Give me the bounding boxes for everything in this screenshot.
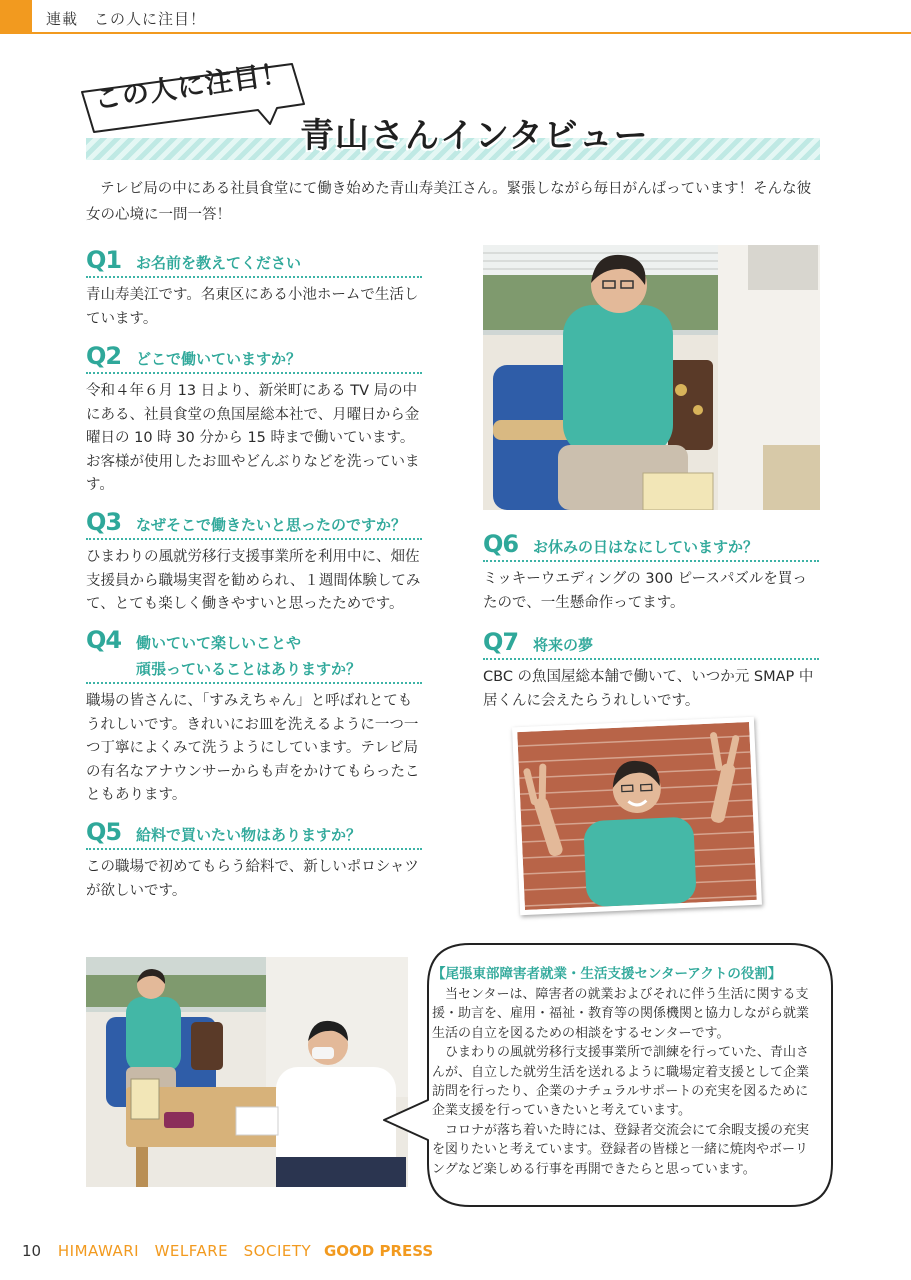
- photo-peace-sign: [512, 717, 762, 915]
- footer-press: GOOD PRESS: [323, 1242, 434, 1260]
- answer-text: ひまわりの風就労移行支援事業所を利用中に、畑佐支援員から職場実習を勧められ、１週間体験してみて、とても楽しく働きやすいと思ったためです。: [86, 549, 421, 612]
- question-title: なぜそこで働きたいと思ったのですか？: [136, 516, 407, 534]
- page-header: [0, 0, 911, 34]
- title-speech-bubble: [72, 57, 312, 134]
- qa-item-7: [483, 628, 819, 713]
- question-title: 将来の夢: [533, 636, 594, 654]
- page-footer: [22, 1240, 433, 1261]
- answer-text: 青山寿美江です。名東区にある小池ホームで生活しています。: [86, 287, 419, 327]
- question-title: 給料で買いたい物はありますか？: [136, 826, 362, 844]
- qa-item-4: [86, 626, 422, 808]
- question-title: お名前を教えてください: [136, 254, 302, 272]
- answer-text: CBC の魚国屋総本舗で働いて、いつか元 SMAP 中居くんに会えたらうれしいです。: [483, 669, 814, 709]
- page-number: 10: [22, 1242, 42, 1260]
- question-title: 働いていて楽しいことや: [136, 634, 302, 652]
- header-accent-block: [0, 0, 32, 34]
- qa-item-2: [86, 342, 422, 498]
- question-number: Q5: [86, 818, 122, 846]
- question-number: Q2: [86, 342, 122, 370]
- title-bubble-text: この人に注目！: [92, 57, 291, 116]
- question-number: Q1: [86, 246, 122, 274]
- qa-item-1: [86, 246, 422, 331]
- photo-seated-portrait: [483, 245, 820, 510]
- center-role-body: [432, 985, 820, 1179]
- question-number: Q3: [86, 508, 122, 536]
- question-number: Q7: [483, 628, 519, 656]
- center-paragraph: ひまわりの風就労移行支援事業所で訓練を行っていた、青山さんが、自立した就労生活を送れるように職場定着支援として企業訪問を行ったり、企業のナチュラルサポートの充実を図るために企業支援を行っていきたいと考えています。: [432, 1045, 810, 1119]
- answer-text: 令和４年６月 13 日より、新栄町にある TV 局の中にある、社員食堂の魚国屋総本社で、月曜日から金曜日の 10 時 30 分から 15 時まで働いています。お客様が使用したお皿やどんぶりなどを洗っています。: [86, 383, 420, 493]
- question-number: Q6: [483, 530, 519, 558]
- header-rule: [32, 32, 911, 34]
- answer-text: ミッキーウエディングの 300 ピースパズルを買ったので、一生懸命作ってます。: [483, 571, 807, 611]
- answer-text: この職場で初めてもらう給料で、新しいポロシャツが欲しいです。: [86, 859, 419, 899]
- question-number: Q4: [86, 626, 122, 654]
- page-title: 青山さんインタビュー: [300, 116, 649, 156]
- answer-text: 職場の皆さんに、「すみえちゃん」と呼ばれとてもうれしいです。きれいにお皿を洗えるように一つ一つ丁寧によくみて洗うようにしています。テレビ局の有名なアナウンサーからも声をかけてもらったこともあります。: [86, 693, 420, 803]
- question-title: どこで働いていますか？: [136, 350, 302, 368]
- qa-item-6: [483, 530, 819, 615]
- photo-consultation-meeting: [86, 957, 408, 1187]
- question-title-line2: 頑張っていることはありますか？: [86, 658, 422, 684]
- series-label: 連載 この人に注目！: [46, 10, 207, 28]
- center-role-title: 【尾張東部障害者就業・生活支援センターアクトの役割】: [432, 966, 782, 982]
- question-title: お休みの日はなにしていますか？: [533, 538, 759, 556]
- center-paragraph: 当センターは、障害者の就業およびそれに伴う生活に関する支援・助言を、雇用・福祉・教育等の関係機関と協力しながら就業生活の自立を図るための相談をするセンターです。: [432, 987, 810, 1041]
- footer-society: HIMAWARI WELFARE SOCIETY: [57, 1242, 312, 1260]
- center-paragraph: コロナが落ち着いた時には、登録者交流会にて余暇支援の充実を図りたいと考えています。登録者の皆様と一緒に焼肉やボーリングなど楽しめる行事を再開できたらと思っています。: [432, 1122, 810, 1177]
- intro-paragraph: テレビ局の中にある社員食堂にて働き始めた青山寿美江さん。緊張しながら毎日がんばっています！そんな彼女の心境に一問一答！: [86, 181, 812, 223]
- qa-item-3: [86, 508, 422, 617]
- qa-item-5: [86, 818, 422, 903]
